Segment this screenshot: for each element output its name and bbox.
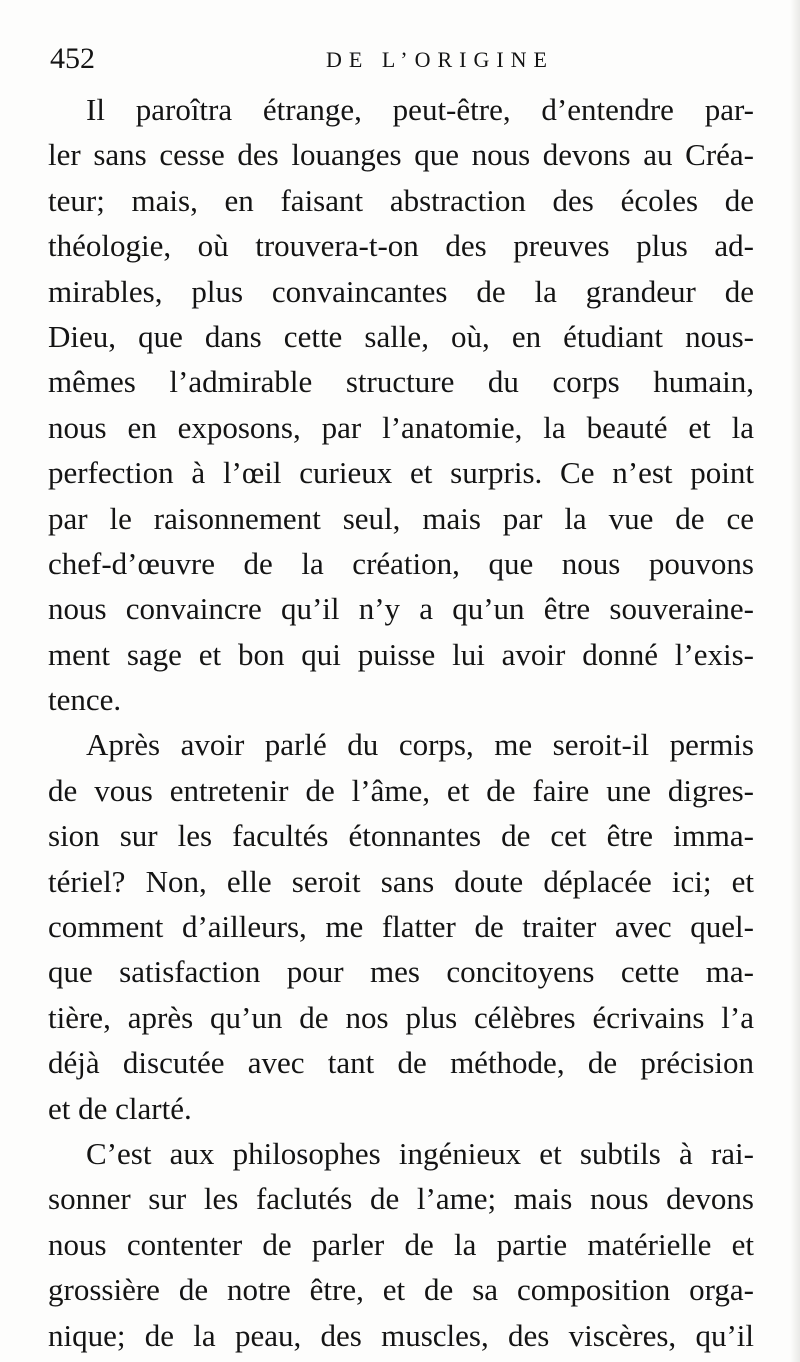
text-line: théologie, où trouvera-t-on des preuves plus ad- <box>48 228 754 264</box>
text-line: Après avoir parlé du corps, me seroit-il permis <box>86 727 754 763</box>
text-line: déjà discutée avec tant de méthode, de précision <box>48 1045 754 1081</box>
body-text <box>48 87 754 1358</box>
text-line: sonner sur les faclutés de l’ame; mais nous devons <box>48 1181 754 1217</box>
text-line: nous convaincre qu’il n’y a qu’un être souveraine- <box>48 591 754 627</box>
text-line: nique; de la peau, des muscles, des viscères, qu’il <box>48 1317 754 1353</box>
text-line: grossière de notre être, et de sa composition orga- <box>48 1272 754 1308</box>
text-line: perfection à l’œil curieux et surpris. Ce n’est point <box>48 455 754 491</box>
text-line: sion sur les facultés étonnantes de cet être imma- <box>48 818 754 854</box>
text-line: nous en exposons, par l’anatomie, la beauté et la <box>48 409 754 445</box>
text-line: ler sans cesse des louanges que nous devons au Créa- <box>48 137 754 173</box>
text-line: nous contenter de parler de la partie matérielle et <box>48 1226 754 1262</box>
text-line: mirables, plus convaincantes de la grandeur de <box>48 273 754 309</box>
text-line: tériel? Non, elle seroit sans doute déplacée ici; et <box>48 863 754 899</box>
text-line: mêmes l’admirable structure du corps humain, <box>48 364 754 400</box>
text-line: tière, après qu’un de nos plus célèbres écrivains l’a <box>48 999 754 1035</box>
text-line: teur; mais, en faisant abstraction des écoles de <box>48 182 754 218</box>
running-header <box>50 36 755 80</box>
text-line: de vous entretenir de l’âme, et de faire une digres- <box>48 772 754 808</box>
text-line: comment d’ailleurs, me flatter de traiter avec quel- <box>48 909 754 945</box>
text-line: ment sage et bon qui puisse lui avoir donné l’exis- <box>48 636 754 672</box>
text-line: et de clarté. <box>48 1090 192 1126</box>
running-title: DE L’ORIGINE <box>326 47 554 72</box>
page-number: 452 <box>50 42 95 75</box>
text-line: Dieu, que dans cette salle, où, en étudiant nous- <box>48 318 754 354</box>
text-line: C’est aux philosophes ingénieux et subtils à rai- <box>86 1135 754 1171</box>
text-line: chef-d’œuvre de la création, que nous pouvons <box>48 545 754 581</box>
text-line: Il paroîtra étrange, peut-être, d’entendre par- <box>86 92 754 127</box>
text-line: que satisfaction pour mes concitoyens cette ma- <box>48 954 754 990</box>
text-line: tence. <box>48 682 122 718</box>
page-edge-shadow <box>790 0 800 1362</box>
text-line: par le raisonnement seul, mais par la vue de ce <box>48 500 754 536</box>
